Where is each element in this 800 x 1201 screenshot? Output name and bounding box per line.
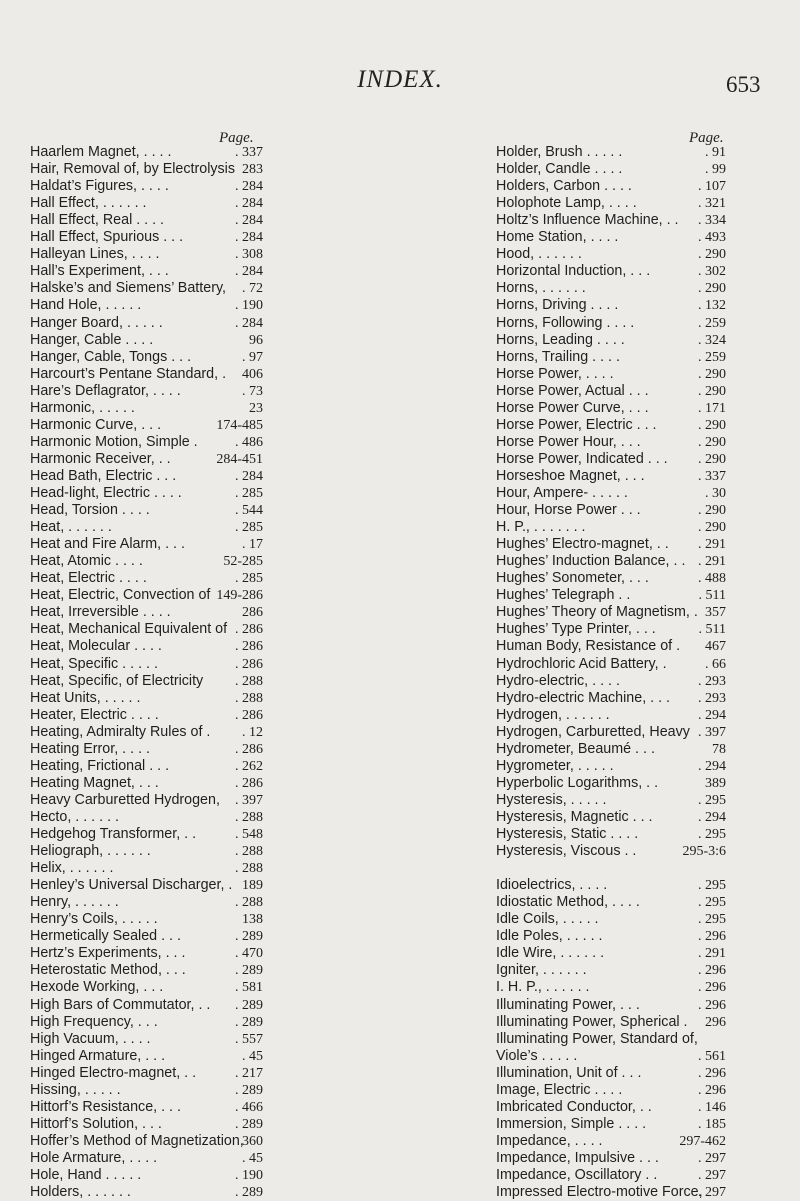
- index-page-ref: 357: [705, 605, 726, 621]
- index-page-ref: . 561: [698, 1048, 726, 1064]
- index-term: Horns, . . . . . .: [496, 280, 586, 297]
- index-term: Hittorf’s Resistance, . . .: [30, 1098, 181, 1115]
- index-term: Immersion, Simple . . . .: [496, 1115, 647, 1132]
- index-page-ref: . 289: [235, 1185, 263, 1201]
- index-term: Head, Torsion . . . .: [30, 502, 150, 519]
- index-term: Impedance, . . . .: [496, 1132, 603, 1149]
- index-page-ref: . 288: [235, 809, 263, 825]
- index-term: Holtz’s Influence Machine, . .: [496, 212, 679, 229]
- index-page-ref: . 290: [698, 451, 726, 467]
- index-page-ref: . 284: [235, 315, 263, 331]
- index-term: Heat and Fire Alarm, . . .: [30, 536, 185, 553]
- index-term: Heating Magnet, . . .: [30, 774, 159, 791]
- index-page-ref: . 293: [698, 690, 726, 706]
- index-page-ref: . 291: [698, 537, 726, 553]
- index-term: High Frequency, . . .: [30, 1013, 158, 1030]
- page-header: [0, 62, 800, 102]
- index-page-ref: . 466: [235, 1099, 263, 1115]
- index-term: Hydrogen, Carburetted, Heavy: [496, 723, 690, 740]
- index-term: H. P., . . . . . . .: [496, 519, 586, 536]
- index-page-ref: . 297: [698, 1150, 726, 1166]
- index-term: Hair, Removal of, by Electrolysis: [30, 161, 235, 178]
- index-term: Hughes’ Telegraph . .: [496, 587, 631, 604]
- index-page-ref: . 99: [705, 162, 726, 178]
- index-page-ref: . 217: [235, 1065, 263, 1081]
- index-term: Hinged Armature, . . .: [30, 1047, 166, 1064]
- index-page-ref: . 91: [705, 145, 726, 160]
- index-term: Horseshoe Magnet, . . .: [496, 467, 645, 484]
- index-term: Harmonic Curve, . . .: [30, 416, 162, 433]
- index-page-ref: 23: [249, 400, 263, 416]
- index-page-ref: . 285: [235, 571, 263, 587]
- index-page-ref: . 324: [698, 332, 726, 348]
- index-term: Viole’s . . . . .: [496, 1047, 578, 1064]
- index-term: Holders, Carbon . . . .: [496, 178, 632, 195]
- index-term: Horse Power, Electric . . .: [496, 416, 657, 433]
- index-term: Hour, Horse Power . . .: [496, 502, 641, 519]
- index-term: Hysteresis, Static . . . .: [496, 826, 639, 842]
- index-page-ref: 297-462: [679, 1133, 726, 1149]
- index-term: Horse Power, . . . .: [496, 365, 614, 382]
- index-term: Head-light, Electric . . . .: [30, 485, 182, 501]
- index-term: Harmonic, . . . . .: [30, 399, 135, 416]
- index-page-ref: . 17: [242, 537, 263, 553]
- index-page-ref: . 297: [698, 1185, 726, 1201]
- index-page-ref: . 296: [698, 1065, 726, 1081]
- index-page-ref: . 284: [235, 213, 263, 229]
- index-term: Hood, . . . . . .: [496, 246, 582, 263]
- index-page-ref: . 146: [698, 1099, 726, 1115]
- index-term: Hexode Working, . . .: [30, 979, 164, 996]
- index-term: Illuminating Power, . . .: [496, 996, 640, 1013]
- index-page-ref: . 290: [698, 520, 726, 536]
- index-page-ref: . 45: [242, 1150, 263, 1166]
- index-term: Impressed Electro-motive Force,: [496, 1184, 703, 1201]
- index-page-ref: . 290: [698, 503, 726, 519]
- index-term: Hand Hole, . . . . .: [30, 297, 142, 314]
- index-page-ref: . 288: [235, 861, 263, 877]
- index-term: Heat Units, . . . . .: [30, 689, 141, 706]
- index-page-ref: . 470: [235, 946, 263, 962]
- index-page-ref: . 290: [698, 366, 726, 382]
- index-term: Heater, Electric . . . .: [30, 706, 159, 723]
- index-page-ref: . 321: [698, 196, 726, 212]
- index-term: Hydrochloric Acid Battery, .: [496, 655, 667, 672]
- index-page-ref: 149-286: [216, 588, 263, 604]
- index-page-ref: . 290: [698, 434, 726, 450]
- index-page-ref: . 97: [242, 349, 263, 365]
- index-page-ref: 96: [249, 332, 263, 348]
- index-page-ref: 284-451: [216, 451, 263, 467]
- index-page-ref: . 284: [235, 179, 263, 195]
- index-term: Henley’s Universal Discharger, .: [30, 877, 233, 894]
- index-term: Heat, . . . . . .: [30, 519, 112, 536]
- index-page-ref: . 296: [698, 997, 726, 1013]
- index-page-ref: . 511: [698, 622, 726, 638]
- index-page-ref: . 295: [698, 895, 726, 911]
- index-term: Impedance, Impulsive . . .: [496, 1149, 659, 1166]
- index-page-ref: 296: [705, 1014, 726, 1030]
- index-term: Hyperbolic Logarithms, . .: [496, 774, 659, 791]
- index-term: Horizontal Induction, . . .: [496, 263, 651, 280]
- index-page-ref: . 548: [235, 827, 263, 842]
- index-page-ref: . 286: [235, 775, 263, 791]
- index-page-ref: . 290: [698, 247, 726, 263]
- index-term: Hydro-electric, . . . .: [496, 672, 620, 689]
- index-page-ref: . 337: [235, 145, 263, 160]
- index-page-ref: 286: [242, 605, 263, 621]
- index-page-ref: . 286: [235, 741, 263, 757]
- index-page-ref: . 289: [235, 929, 263, 945]
- index-term: Heat, Irreversible . . . .: [30, 604, 171, 621]
- index-term: Idle Poles, . . . . .: [496, 928, 603, 945]
- index-term: Hall’s Experiment, . . .: [30, 263, 169, 280]
- index-term: Halske’s and Siemens’ Battery,: [30, 280, 227, 297]
- index-term: Hanger, Cable . . . .: [30, 331, 154, 348]
- index-term: Hall Effect, Real . . . .: [30, 212, 165, 229]
- index-page-ref: . 296: [698, 1082, 726, 1098]
- index-page-ref: . 72: [242, 281, 263, 297]
- index-term: Hedgehog Transformer, . .: [30, 826, 197, 842]
- index-term: Idle Coils, . . . . .: [496, 911, 599, 928]
- index-page-ref: . 132: [698, 298, 726, 314]
- index-page-ref: . 290: [698, 383, 726, 399]
- index-page-ref: . 284: [235, 196, 263, 212]
- index-page-ref: . 288: [235, 690, 263, 706]
- index-term: Hanger Board, . . . . .: [30, 314, 163, 331]
- index-page-ref: . 294: [698, 707, 726, 723]
- index-term: Idioelectrics, . . . .: [496, 877, 608, 894]
- index-term: Heat, Specific . . . . .: [30, 655, 158, 672]
- index-term: Human Body, Resistance of .: [496, 638, 681, 655]
- index-term: Henry, . . . . . .: [30, 894, 119, 911]
- index-term: Hughes’ Electro-magnet, . .: [496, 536, 669, 553]
- page-number: 653: [726, 72, 761, 97]
- index-term: Hughes’ Theory of Magnetism, .: [496, 604, 698, 621]
- index-term: Horns, Driving . . . .: [496, 297, 619, 314]
- index-page-ref: . 296: [698, 963, 726, 979]
- index-page-ref: . 290: [698, 281, 726, 297]
- index-term: Hysteresis, Viscous . .: [496, 843, 637, 860]
- index-page-ref: 174-485: [216, 417, 263, 433]
- index-page-ref: 138: [242, 912, 263, 928]
- index-term: Hecto, . . . . . .: [30, 808, 119, 825]
- index-term: Heavy Carburetted Hydrogen,: [30, 791, 220, 808]
- index-page-ref: . 190: [235, 1168, 263, 1183]
- index-term: Heating, Admiralty Rules of .: [30, 723, 211, 740]
- index-page-ref: . 288: [235, 673, 263, 689]
- index-term: Holophote Lamp, . . . .: [496, 195, 637, 212]
- index-term: Horns, Leading . . . .: [496, 331, 625, 348]
- index-page-ref: . 185: [698, 1116, 726, 1132]
- index-page-ref: . 397: [235, 792, 263, 808]
- index-term: Holder, Candle . . . .: [496, 161, 623, 178]
- index-page-ref: . 12: [242, 724, 263, 740]
- index-term: High Bars of Commutator, . .: [30, 996, 211, 1013]
- index-page-ref: . 511: [698, 588, 726, 604]
- index-term: Hermetically Sealed . . .: [30, 928, 181, 945]
- index-page-ref: . 295: [698, 912, 726, 928]
- index-page-ref: . 289: [235, 1116, 263, 1132]
- index-page-ref: . 288: [235, 895, 263, 911]
- index-page-ref: . 291: [698, 946, 726, 962]
- index-term: Hydrometer, Beaumé . . .: [496, 740, 655, 757]
- index-page-ref: . 284: [235, 264, 263, 280]
- index-term: Hysteresis, . . . . .: [496, 791, 607, 808]
- index-term: Haldat’s Figures, . . . .: [30, 178, 169, 195]
- index-term: I. H. P., . . . . . .: [496, 979, 590, 996]
- index-page-ref: . 288: [235, 844, 263, 860]
- index-page-ref: . 293: [698, 673, 726, 689]
- index-page-ref: . 286: [235, 639, 263, 655]
- index-term: Hare’s Deflagrator, . . . .: [30, 382, 181, 399]
- index-page-ref: 467: [705, 639, 726, 655]
- index-term: Image, Electric . . . .: [496, 1081, 623, 1098]
- index-term: Helix, . . . . . .: [30, 860, 114, 877]
- index-page-ref: . 107: [698, 179, 726, 195]
- index-term: Horse Power, Actual . . .: [496, 382, 649, 399]
- index-term: Idiostatic Method, . . . .: [496, 894, 640, 911]
- index-term: Henry’s Coils, . . . . .: [30, 911, 158, 928]
- index-page-ref: . 557: [235, 1031, 263, 1047]
- index-term: Horns, Trailing . . . .: [496, 348, 620, 365]
- index-page-ref: . 290: [698, 417, 726, 433]
- index-page-ref: . 488: [698, 571, 726, 587]
- index-term: Hour, Ampere- . . . . .: [496, 485, 628, 501]
- index-term: Heating Error, . . . .: [30, 740, 150, 757]
- index-term: Heat, Electric . . . .: [30, 570, 147, 587]
- index-page-ref: . 296: [698, 980, 726, 996]
- index-term: Illuminating Power, Spherical .: [496, 1013, 688, 1030]
- index-term: Heat, Molecular . . . .: [30, 638, 162, 655]
- index-term: Heliograph, . . . . . .: [30, 843, 151, 860]
- index-page-ref: . 294: [698, 758, 726, 774]
- index-page-ref: . 259: [698, 315, 726, 331]
- index-term: Hydrogen, . . . . . .: [496, 706, 610, 723]
- index-page-ref: . 581: [235, 980, 263, 996]
- index-term: Imbricated Conductor, . .: [496, 1098, 652, 1115]
- index-page-ref: . 286: [235, 656, 263, 672]
- page-title: INDEX.: [357, 66, 443, 93]
- index-page-ref: . 73: [242, 383, 263, 399]
- index-term: Haarlem Magnet, . . . .: [30, 144, 172, 160]
- index-term: Hittorf’s Solution, . . .: [30, 1115, 162, 1132]
- index-term: Horns, Following . . . .: [496, 314, 635, 331]
- index-term: Horse Power Hour, . . .: [496, 433, 641, 450]
- index-page-ref: . 302: [698, 264, 726, 280]
- index-page-ref: . 397: [698, 724, 726, 740]
- index-page-ref: . 337: [698, 468, 726, 484]
- index-page-ref: . 297: [698, 1168, 726, 1183]
- index-term: Illuminating Power, Standard of,: [496, 1030, 698, 1047]
- index-term: Hughes’ Induction Balance, . .: [496, 553, 686, 570]
- index-term: Holder, Brush . . . . .: [496, 144, 623, 160]
- index-term: Horse Power Curve, . . .: [496, 399, 649, 416]
- index-term: High Vacuum, . . . .: [30, 1030, 151, 1047]
- index-term: Head Bath, Electric . . .: [30, 467, 177, 484]
- index-term: Hughes’ Type Printer, . . .: [496, 621, 656, 638]
- index-page-ref: 295-3:6: [682, 844, 726, 860]
- index-page-ref: . 289: [235, 997, 263, 1013]
- index-page-ref: . 286: [235, 622, 263, 638]
- index-term: Hygrometer, . . . . .: [496, 757, 614, 774]
- index-page-ref: 283: [242, 162, 263, 178]
- index-page-ref: . 289: [235, 1014, 263, 1030]
- index-page-ref: . 295: [698, 827, 726, 842]
- index-page-ref: . 190: [235, 298, 263, 314]
- index-page-ref: . 284: [235, 230, 263, 246]
- index-page-ref: . 259: [698, 349, 726, 365]
- index-page-ref: . 30: [705, 486, 726, 501]
- index-term: Igniter, . . . . . .: [496, 962, 587, 979]
- index-page-ref: . 544: [235, 503, 263, 519]
- index-page-ref: . 45: [242, 1048, 263, 1064]
- index-page-ref: . 171: [698, 400, 726, 416]
- index-term: Hysteresis, Magnetic . . .: [496, 808, 653, 825]
- page-column-label: Page.: [689, 130, 724, 146]
- index-page-ref: . 285: [235, 520, 263, 536]
- index-term: Halleyan Lines, . . . .: [30, 246, 160, 263]
- index-term: Heating, Frictional . . .: [30, 757, 170, 774]
- index-page-ref: . 294: [698, 809, 726, 825]
- index-page-ref: . 286: [235, 707, 263, 723]
- index-page-ref: 389: [705, 775, 726, 791]
- index-page-ref: 406: [242, 366, 263, 382]
- index-page-ref: . 486: [235, 434, 263, 450]
- index-term: Hertz’s Experiments, . . .: [30, 945, 186, 962]
- index-term: Hole, Hand . . . . .: [30, 1167, 142, 1183]
- index-term: Hinged Electro-magnet, . .: [30, 1064, 197, 1081]
- index-term: Hughes’ Sonometer, . . .: [496, 570, 649, 587]
- index-page-ref: . 285: [235, 486, 263, 501]
- index-page-ref: . 308: [235, 247, 263, 263]
- index-term: Hole Armature, . . . .: [30, 1149, 158, 1166]
- index-page-ref: . 291: [698, 554, 726, 570]
- index-term: Hall Effect, . . . . . .: [30, 195, 147, 212]
- index-page-ref: . 289: [235, 963, 263, 979]
- index-page-ref: . 262: [235, 758, 263, 774]
- index-page-ref: . 493: [698, 230, 726, 246]
- index-term: Hall Effect, Spurious . . .: [30, 229, 184, 246]
- index-term: Heat, Atomic . . . .: [30, 553, 143, 570]
- index-term: Idle Wire, . . . . . .: [496, 945, 605, 962]
- index-term: Hydro-electric Machine, . . .: [496, 689, 670, 706]
- index-term: Heat, Specific, of Electricity: [30, 672, 204, 689]
- index-page-ref: 78: [712, 741, 726, 757]
- index-term: Harcourt’s Pentane Standard, .: [30, 365, 227, 382]
- index-term: Harmonic Motion, Simple .: [30, 433, 198, 450]
- index-page-ref: . 334: [698, 213, 726, 229]
- index-page-ref: 360: [242, 1133, 263, 1149]
- index-page-ref: . 284: [235, 468, 263, 484]
- index-term: Holders, . . . . . .: [30, 1184, 131, 1201]
- index-term: Heat, Electric, Convection of: [30, 587, 211, 604]
- index-page-ref: 52-285: [223, 554, 263, 570]
- index-page-ref: . 295: [698, 878, 726, 894]
- index-page-ref: . 289: [235, 1082, 263, 1098]
- index-term: Heat, Mechanical Equivalent of: [30, 621, 228, 638]
- index-page-ref: . 66: [705, 656, 726, 672]
- index-term: Horse Power, Indicated . . .: [496, 450, 668, 467]
- index-term: Illumination, Unit of . . .: [496, 1064, 642, 1081]
- index-term: Hoffer’s Method of Magnetization,: [30, 1132, 244, 1149]
- index-page-ref: 189: [242, 878, 263, 894]
- index-term: Hanger, Cable, Tongs . . .: [30, 348, 192, 365]
- page-column-label: Page.: [219, 130, 254, 146]
- index-term: Impedance, Oscillatory . .: [496, 1167, 658, 1183]
- index-page-ref: . 295: [698, 792, 726, 808]
- index-term: Harmonic Receiver, . .: [30, 450, 171, 467]
- index-term: Heterostatic Method, . . .: [30, 962, 186, 979]
- index-term: Home Station, . . . .: [496, 229, 619, 246]
- index-page-ref: . 296: [698, 929, 726, 945]
- index-term: Hissing, . . . . .: [30, 1081, 121, 1098]
